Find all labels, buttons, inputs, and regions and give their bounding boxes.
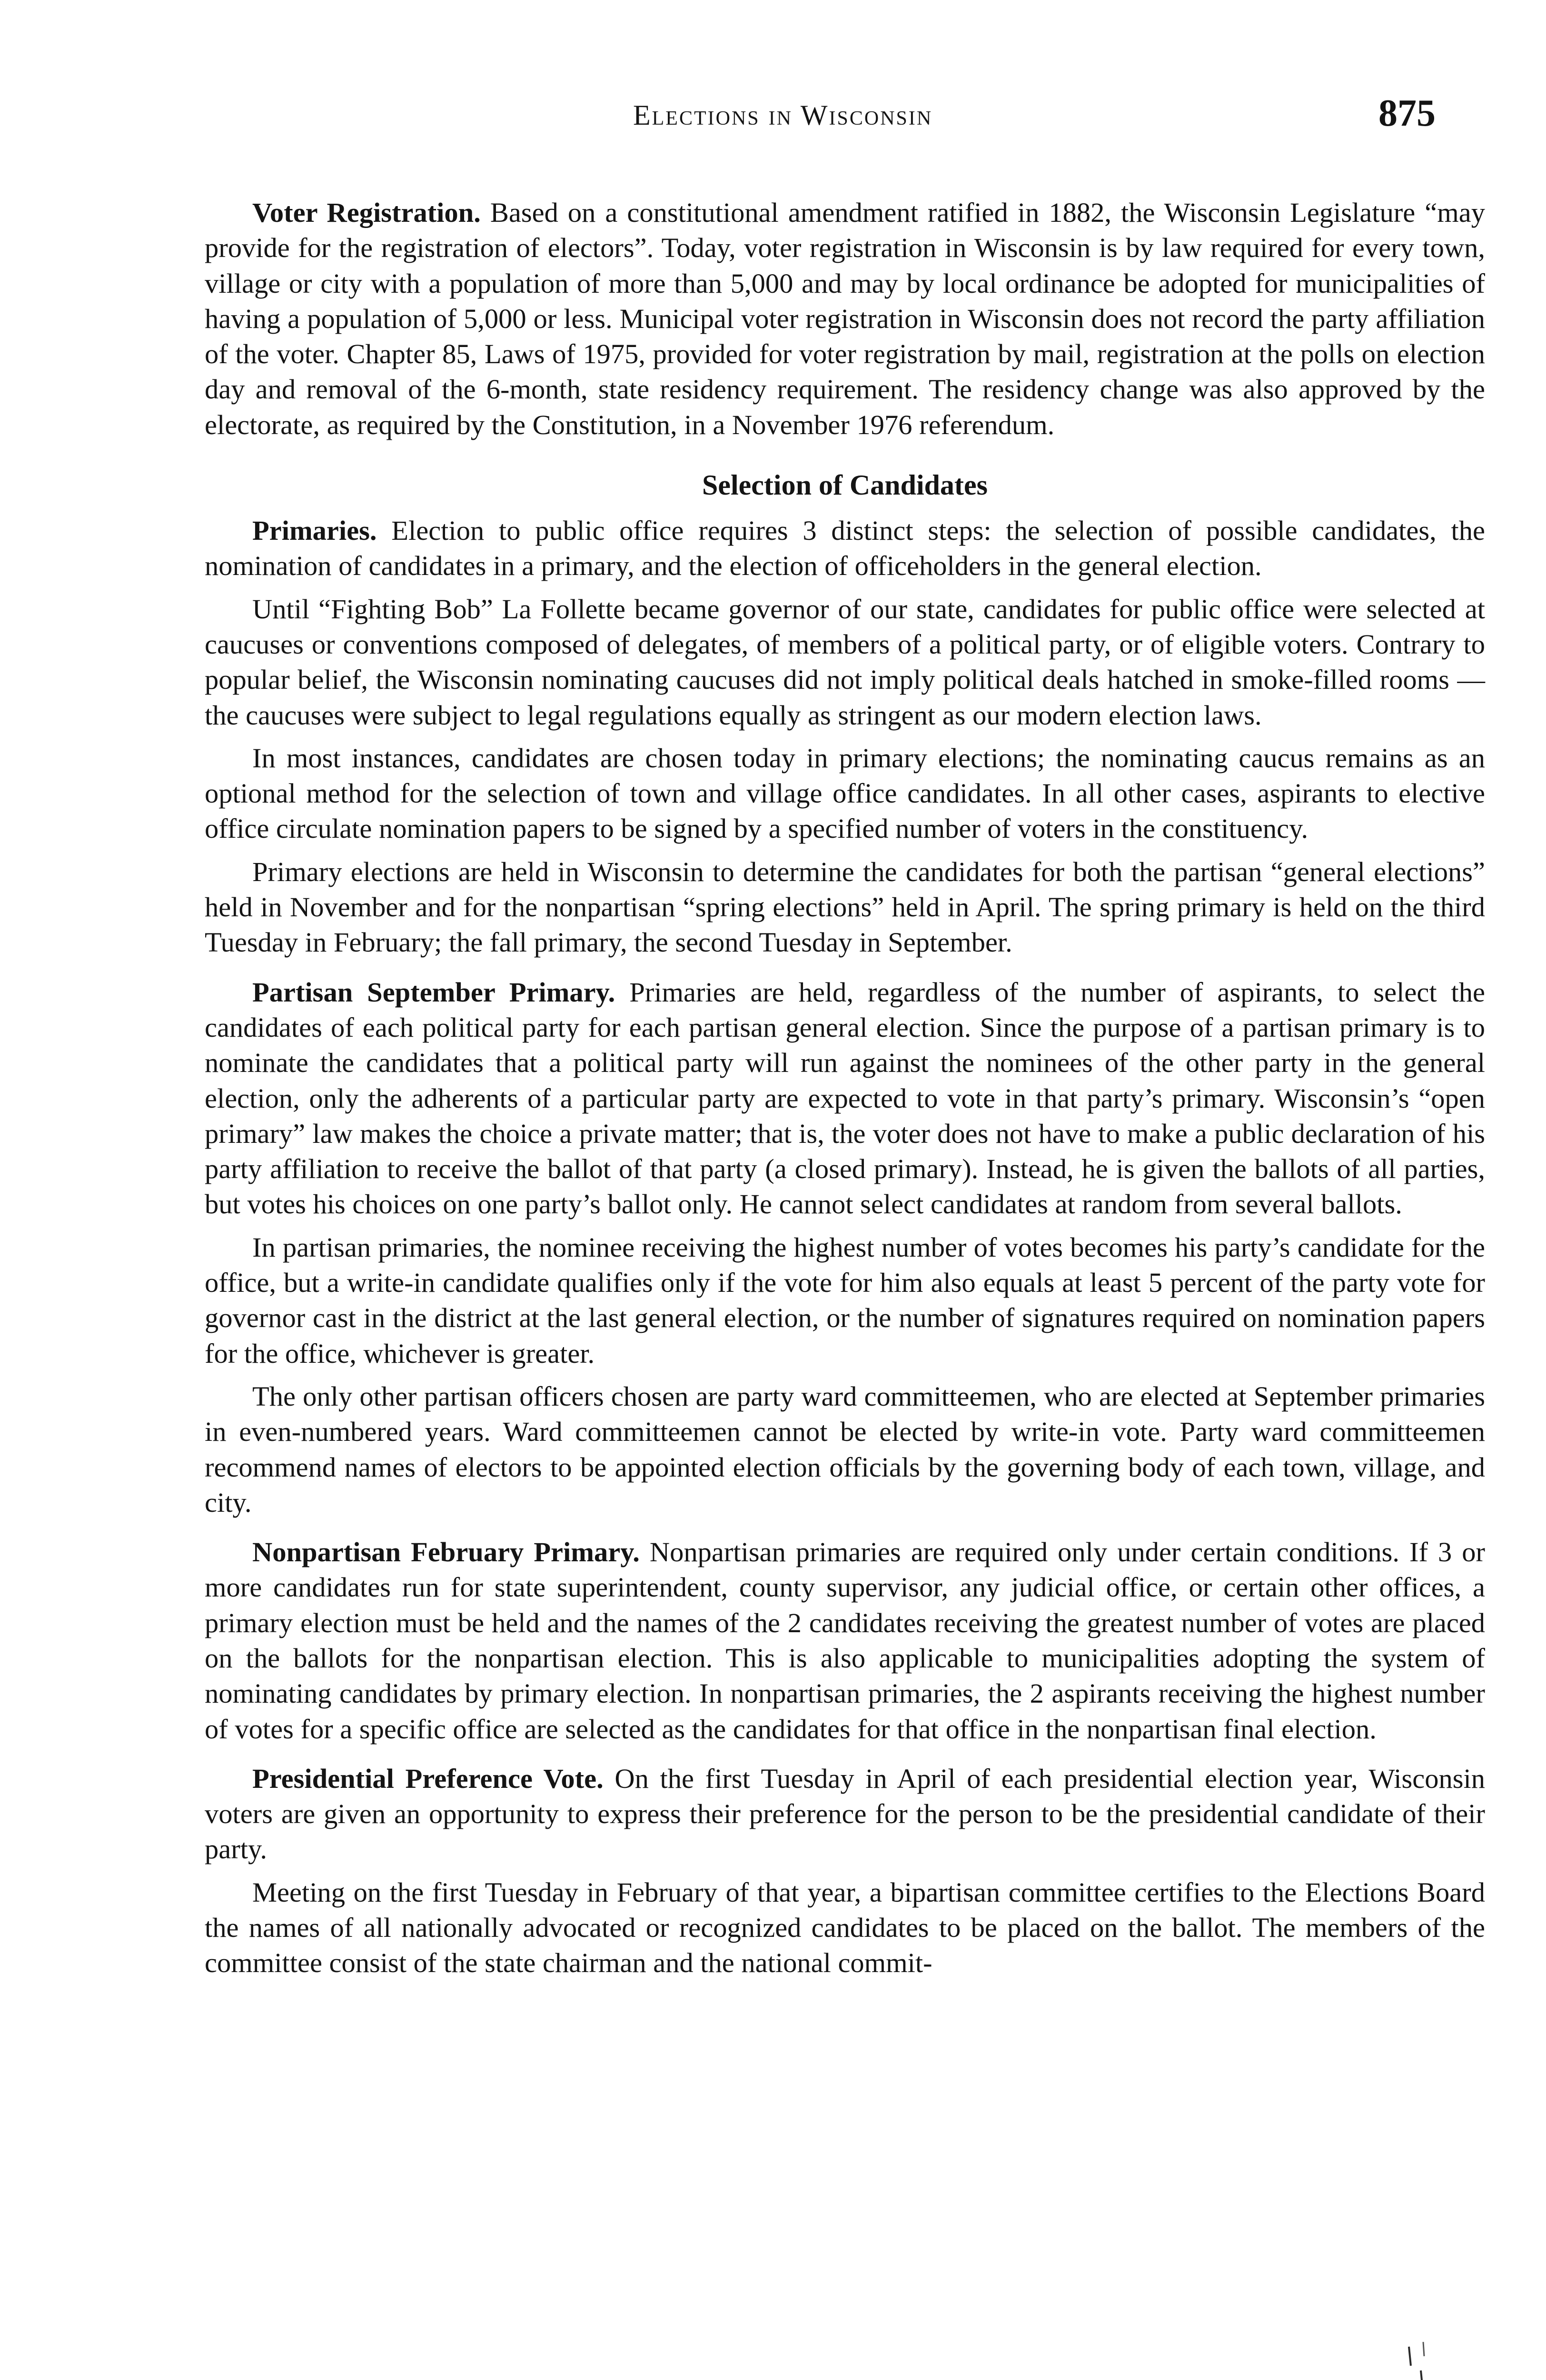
- paragraph-primary-elections: Primary elections are held in Wisconsin to determine the candidates for both the partisan “general elections” held in November and for the nonpartisan “spring elections” held in April. The spring primary is held on the third Tuesday in February; the fall primary, the second Tuesday in September.: [205, 856, 1485, 958]
- nonpartisan-february-primary-heading: Nonpartisan February Primary.: [252, 1537, 640, 1568]
- voter-registration-heading: Voter Registration.: [252, 197, 481, 228]
- paragraph-partisan-primaries: In partisan primaries, the nominee receiving the highest number of votes becomes his party’s candidate for the office, but a write-in candidate qualifies only if the vote for him also equals at least 5 percent of the party vote for governor cast in the district at the last general election, or the number of signatures required on nomination papers for the office, whichever is greater.: [205, 1231, 1485, 1369]
- body-text: [205, 195, 1485, 1981]
- scan-corner-mark: [1404, 2337, 1499, 2380]
- partisan-september-primary-text: Primaries are held, regardless of the number of aspirants, to select the candidates of each political party for each partisan general election. Since the purpose of a partisan primary is to nominate the candidates that a political party will run against the nominees of the other party in the general election, only the adherents of a particular party are expected to vote in that party’s primary. Wisconsin’s “open primary” law makes the choice a private matter; that is, the voter does not have to make a public declaration of his party affiliation to receive the ballot of that party (a closed primary). Instead, he is given the ballots of all parties, but votes his choices on one party’s ballot only. He cannot select candidates at random from several ballots.: [205, 976, 1485, 1220]
- page-number: 875: [1378, 92, 1436, 134]
- primaries-text: Election to public office requires 3 distinct steps: the selection of possible candidates, the nomination of candidates in a primary, and the election of officeholders in the general election.: [205, 515, 1485, 582]
- paragraph-nonpartisan-february-primary: [205, 1535, 1485, 1747]
- paragraph-voter-registration: [205, 195, 1485, 443]
- paragraph-primaries: [205, 513, 1485, 584]
- presidential-preference-vote-heading: Presidential Preference Vote.: [252, 1763, 604, 1794]
- paragraph-ward-committeemen: The only other partisan officers chosen are party ward committeemen, who are elected at September primaries in even-numbered years. Ward committeemen cannot be elected by write-in vote. Party ward committeemen recommend names of electors to be appointed election officials by the governing body of each town, village, and city.: [205, 1380, 1485, 1518]
- paragraph-presidential-preference-vote: [205, 1761, 1485, 1867]
- running-head: Elections in Wisconsin: [633, 99, 933, 131]
- partisan-september-primary-heading: Partisan September Primary.: [252, 976, 615, 1008]
- nonpartisan-february-primary-text: Nonpartisan primaries are required only under certain conditions. If 3 or more candidates run for state superintendent, county supervisor, any judicial office, or certain other offices, a primary election must be held and the names of the 2 candidates receiving the greatest number of votes are placed on the ballots for the nonpartisan election. This is also applicable to municipalities adopting the system of nominating candidates by primary election. In nonpartisan primaries, the 2 aspirants receiving the highest number of votes for a specific office are selected as the candidates for that office in the nonpartisan final election.: [205, 1537, 1485, 1745]
- presidential-preference-vote-text: On the first Tuesday in April of each presidential election year, Wisconsin voters are given an opportunity to express their preference for the person to be the presidential candidate of their party.: [205, 1763, 1485, 1865]
- paragraph-committee-meeting: Meeting on the first Tuesday in February of that year, a bipartisan committee certifies to the Elections Board the names of all nationally advocated or recognized candidates to be placed on the ballot. The members of the committee consist of the state chairman and the national commit-: [205, 1876, 1485, 1979]
- paragraph-fighting-bob: Until “Fighting Bob” La Follette became governor of our state, candidates for public office were selected at caucuses or conventions composed of delegates, of members of a political party, or of eligible voters. Contrary to popular belief, the Wisconsin nominating caucuses did not imply political deals hatched in smoke-filled rooms — the caucuses were subject to legal regulations equally as stringent as our modern election laws.: [205, 593, 1485, 731]
- voter-registration-text: Based on a constitutional amendment ratified in 1882, the Wisconsin Legislature “may provide for the registration of electors”. Today, voter registration in Wisconsin is by law required for every town, village or city with a population of more than 5,000 and may by local ordinance be adopted for municipalities of having a population of 5,000 or less. Municipal voter registration in Wisconsin does not record the party affiliation of the voter. Chapter 85, Laws of 1975, provided for voter registration by mail, registration at the polls on election day and removal of the 6-month, state residency requirement. The residency change was also approved by the electorate, as required by the Constitution, in a November 1976 referendum.: [205, 197, 1485, 440]
- primaries-heading: Primaries.: [252, 515, 377, 546]
- paragraph-most-instances: In most instances, candidates are chosen today in primary elections; the nominating caucus remains as an optional method for the selection of town and village office candidates. In all other cases, aspirants to elective office circulate nomination papers to be signed by a specified number of voters in the constituency.: [205, 742, 1485, 844]
- selection-of-candidates-heading: Selection of Candidates: [702, 469, 988, 501]
- paragraph-partisan-september-primary: [205, 975, 1485, 1222]
